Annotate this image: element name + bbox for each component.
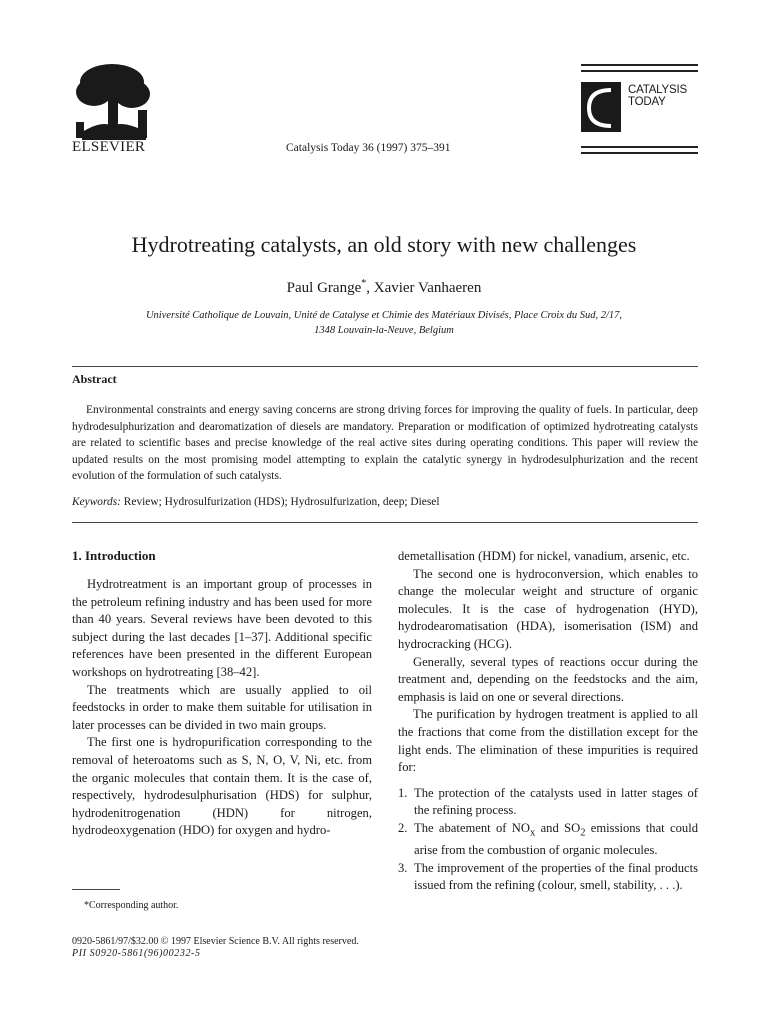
paragraph-continuation: demetallisation (HDM) for nickel, vanadium, arsenic, etc.: [398, 549, 690, 563]
article-title: Hydrotreating catalysts, an old story with new challenges: [131, 232, 637, 257]
elsevier-tree-icon: [72, 62, 154, 140]
left-column: [72, 570, 372, 840]
subscript: 2: [580, 827, 586, 839]
author-separator: ,: [366, 280, 374, 296]
author-1: Paul Grange: [286, 280, 362, 296]
keywords: [72, 496, 698, 508]
paragraph: Generally, several types of reactions occur during the treatment and, depending on the feedstocks and the aim, emphasis is laid on one or several directions.: [398, 654, 698, 704]
paragraph: Hydrotreatment is an important group of processes in the petroleum refining industry and has been used for more than 40 years. Several reviews have been devoted to this subject during the last decades [1–37]. Additional specific references have been presented in the different European workshops on hydrotreating [38–42].: [72, 577, 372, 679]
requirements-list: [398, 785, 698, 895]
list-item-text: The improvement of the properties of the final products issued from the refining (colour, smell, stability, . . .).: [414, 860, 698, 893]
paragraph: The second one is hydroconversion, which enables to change the molecular weight and structure of organic molecules. It is the case of hydrogenation (HYD), hydrodearomatisation (HDA), isomerisation (ISM) and hydrocracking (HCG).: [398, 566, 698, 651]
abstract-bottom-rule: [72, 522, 698, 523]
journal-citation: Catalysis Today 36 (1997) 375–391: [286, 142, 451, 154]
journal-name-line1: CATALYSIS: [628, 84, 687, 96]
list-number: 2.: [398, 820, 408, 835]
publisher-name: ELSEVIER: [72, 139, 146, 155]
right-column: [398, 548, 698, 895]
paragraph: The treatments which are usually applied to oil feedstocks in order to make them suitable for utilisation in later processes can be divided in two main groups.: [72, 682, 372, 732]
header-rule-bottom-2: [581, 152, 698, 154]
list-item: [398, 860, 698, 895]
header-rule-top: [581, 64, 698, 66]
copyright-line: 0920-5861/97/$32.00 © 1997 Elsevier Science B.V. All rights reserved.: [72, 936, 359, 947]
author-list: [0, 278, 768, 297]
corresponding-mark: *: [361, 278, 367, 289]
author-2: Xavier Vanhaeren: [373, 280, 482, 296]
keywords-label: Keywords:: [72, 496, 121, 508]
footnote-rule: [72, 889, 120, 890]
list-item-text: The abatement of NO: [414, 820, 530, 835]
paragraph: The first one is hydropurification corresponding to the removal of heteroatoms such as S, N, O, V, Ni, etc. from the organic molecules that contain them. It is the case of, respectively, hydrodesulphurisation (HDS) for sulphur, hydrodenitrogenation (HDN) for nitrogen, hydrodeoxygenation (HDO) for oxygen and hydro-: [72, 735, 372, 838]
journal-name: [628, 84, 687, 108]
abstract-top-rule: [72, 366, 698, 367]
list-item-text: The protection of the catalysts used in latter stages of the refining process.: [414, 785, 698, 818]
list-number: 3.: [398, 860, 408, 875]
keywords-list: Review; Hydrosulfurization (HDS); Hydrosulfurization, deep; Diesel: [123, 496, 440, 508]
list-item-text: and SO: [535, 820, 581, 835]
journal-name-line2: TODAY: [628, 96, 666, 108]
section-heading: 1. Introduction: [72, 548, 156, 563]
header-rule-bottom: [581, 146, 698, 148]
abstract-heading: Abstract: [72, 372, 117, 386]
catalysis-today-logo: [581, 82, 621, 132]
list-item: [398, 785, 698, 820]
paragraph: The purification by hydrogen treatment is applied to all the fractions that come from the distillation except for the light ends. The elimination of these impurities is required for:: [398, 707, 698, 775]
affiliation-line2: 1348 Louvain-la-Neuve, Belgium: [314, 325, 454, 336]
footnote: *Corresponding author.: [84, 900, 179, 911]
subscript: x: [530, 827, 536, 839]
abstract-text: Environmental constraints and energy saving concerns are strong driving forces for improving the quality of fuels. In particular, deep hydrodesulphurization and dearomatization of diesels are mandatory. Preparation or modification of optimized hydrotreating catalysts are related to scientific bases and precise knowledge of the real active sites during operating conditions. This paper will review the updated results on the most promising model attempting to explain the catalytic synergy in hydrodesulphurization and the recent evolution of the formulation of such catalysts.: [72, 404, 698, 483]
pii-line: PII S0920-5861(96)00232-5: [72, 948, 201, 959]
list-number: 1.: [398, 785, 408, 800]
list-item-text: emissions that could arise from the combustion of organic molecules.: [414, 820, 698, 858]
affiliation-line1: Université Catholique de Louvain, Unité de Catalyse et Chimie des Matériaux Divisés, Place Croix du Sud, 2/17,: [145, 310, 623, 321]
affiliation: [90, 308, 678, 338]
header-rule-top-2: [581, 70, 698, 72]
journal-c-icon: [581, 82, 621, 132]
list-item: [398, 820, 698, 860]
